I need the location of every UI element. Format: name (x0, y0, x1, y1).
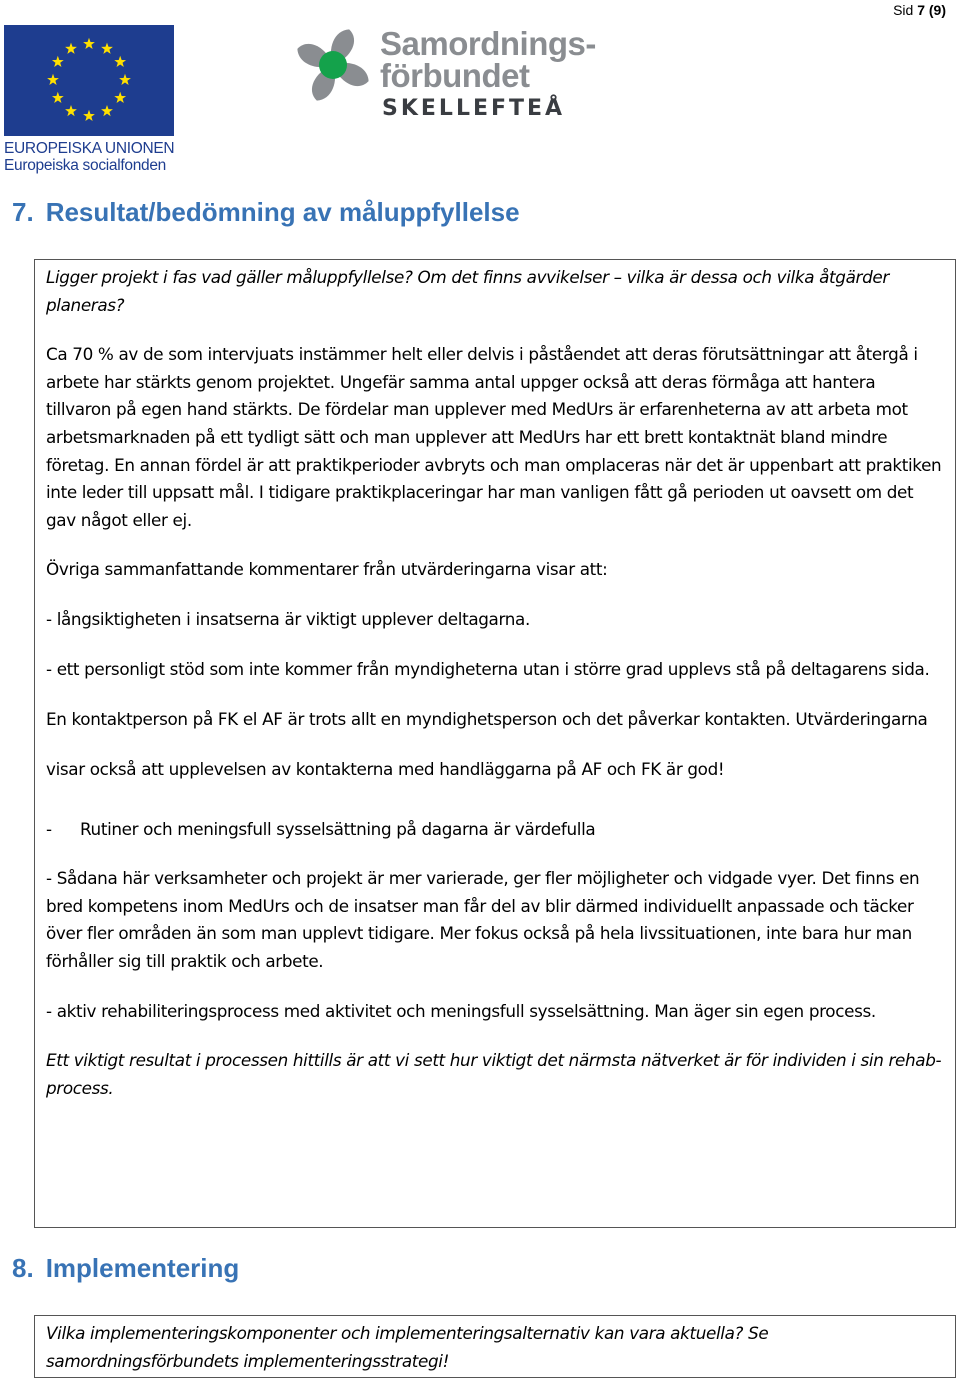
eu-logo (4, 25, 176, 174)
section-7-heading: 7. Resultat/bedömning av måluppfyllelse (12, 197, 520, 227)
section-7-box (34, 259, 956, 1228)
section-7-item-3: - Rutiner och meningsfull sysselsättning på dagarna är värdefulla (46, 818, 596, 839)
eu-logo-line2: Europeiska socialfonden (4, 157, 166, 174)
section-7-item-1: - långsiktigheten i insatserna är viktigt upplever deltagarna. (46, 608, 530, 629)
section-7-paragraph-1: Ca 70 % av de som intervjuats instämmer helt eller delvis i påståendet att deras förutsättningar att återgå i arbete har stärkts genom projektet. Ungefär samma antal uppger också att deras förmåga att hantera tillvaron på egen hand stärkts. De fördelar man upplever med MedUrs är erfarenheterna av att arbeta mot arbetsmarknaden på ett tydligt sätt och man upplever att MedUrs har ett brett kontaktnät bland mindre företag. En annan fördel är att praktikperioder avbryts och man omplaceras när det är uppenbart att praktiken inte leder till uppsatt mål. I tidigare praktikplaceringar har man vanligen fått gå perioden ut oavsett om det gav något eller ej. (46, 344, 942, 530)
section-7-item-2: - ett personligt stöd som inte kommer från myndigheterna utan i större grad upplevs stå på deltagarens sida. En kontaktperson på FK el AF är trots allt en myndighetsperson och det påverkar kontakten. Utvärderingarna visar också att upplevelsen av kontakterna med handläggarna på AF och FK är god! (46, 658, 930, 779)
section-8-heading: 8. Implementering (12, 1253, 240, 1283)
section-7-item-4: - Sådana här verksamheter och projekt är mer varierade, ger fler möjligheter och vidgade vyer. Det finns en bred kompetens inom MedUrs och de insatser man får del av blir därmed individuellt anpassade och täcker över fler områden än som man upplevt tidigare. Mer fokus också på hela livssituationen, inte bara hur man förhåller sig till praktik och arbete. (46, 868, 920, 971)
samordningsforbundet-city: SKELLEFTEÅ (382, 96, 566, 121)
section-7-paragraph-2: Övriga sammanfattande kommentarer från utvärderingarna visar att: (46, 559, 608, 580)
section-7-question: Ligger projekt i fas vad gäller måluppfyllelse? Om det finns avvikelser – vilka är dessa och vilka åtgärder planeras? (46, 267, 889, 315)
logo-center-icon (319, 51, 347, 79)
page-number: Sid 7 (9) (893, 2, 946, 18)
eu-logo-line1: EUROPEISKA UNIONEN (4, 140, 175, 157)
section-7-item-5: - aktiv rehabiliteringsprocess med aktivitet och meningsfull sysselsättning. Man äger sin egen process. (46, 1000, 876, 1021)
samordningsforbundet-mark-icon (292, 24, 374, 106)
samordningsforbundet-name: Samordnings- förbundet (380, 25, 596, 94)
section-8-box (34, 1315, 956, 1378)
samordningsforbundet-logo (292, 24, 622, 124)
section-8-question: Vilka implementeringskomponenter och implementeringsalternativ kan vara aktuella? Se samordningsförbundets implementeringsstrategi! (46, 1323, 769, 1371)
eu-flag-icon (4, 25, 174, 136)
section-7-conclusion: Ett viktigt resultat i processen hittills är att vi sett hur viktigt det närmsta nätverket är för individen i sin rehab-process. (46, 1050, 942, 1098)
